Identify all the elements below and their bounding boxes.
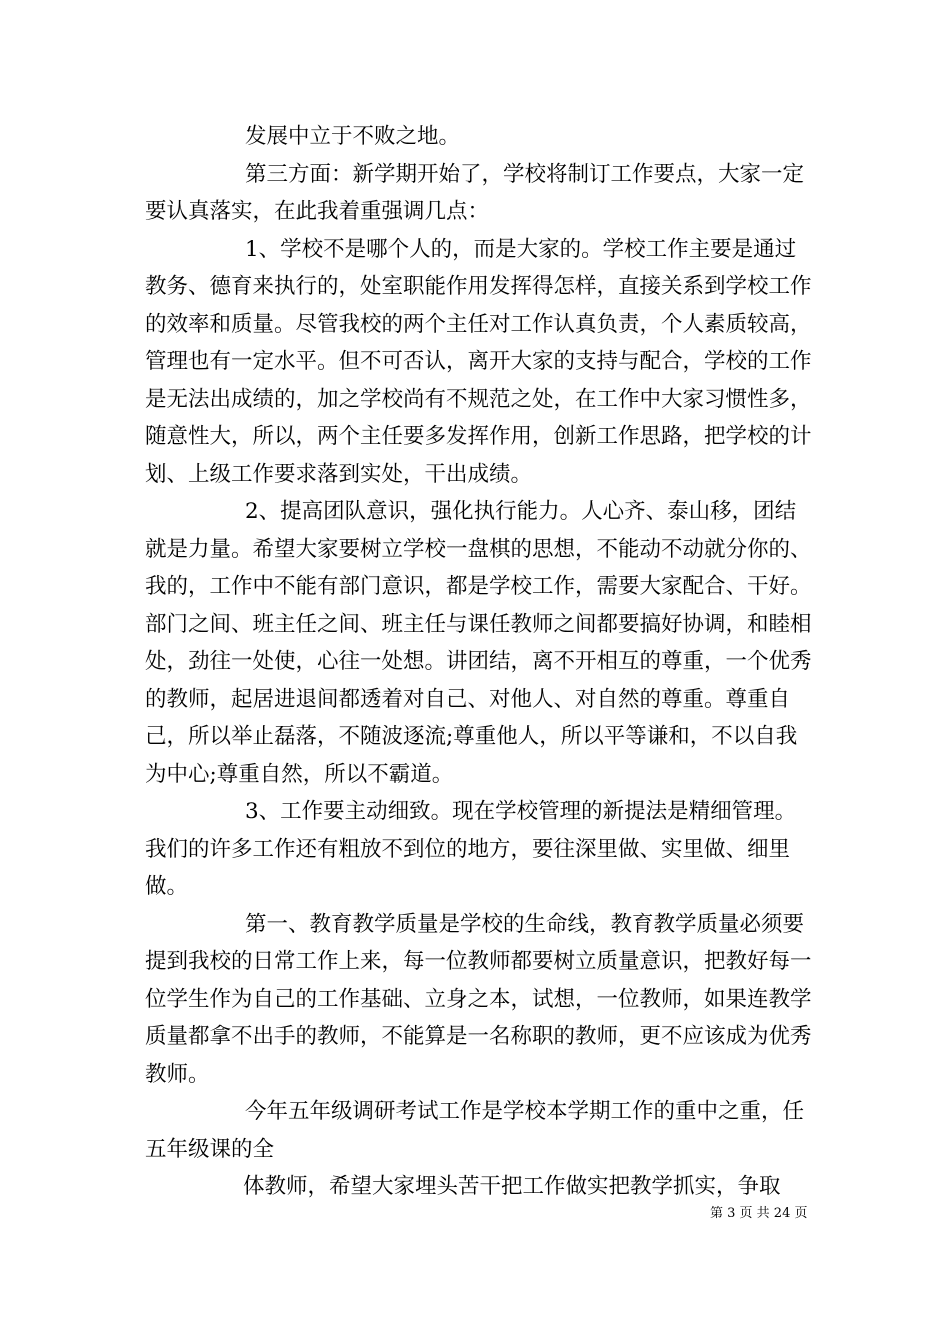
paragraph-all-teachers: 体教师，希望大家埋头苦干把工作做实把教学抓实，争取 — [243, 1174, 781, 1199]
paragraph-point-one: 1、学校不是哪个人的，而是大家的。学校工作主要是通过教务、德育来执行的，处室职能作用发挥得怎样，直接关系到学校工作的效率和质量。尽管我校的两个主任对工作认真负责，个人素质较高，管理也有一定水平。但不可否认，离开大家的支持与配合，学校的工作是无法出成绩的，加之学校尚有不规范之处，在工作中大家习惯性多，随意性大，所以，两个主任要多发挥作用，创新工作思路，把学校的计划、上级工作要求落到实处，干出成绩。 — [145, 236, 812, 487]
paragraph-grade-five-exam: 今年五年级调研考试工作是学校本学期工作的重中之重，任五年级课的全 — [145, 1099, 805, 1162]
paragraph-point-two: 2、提高团队意识，强化执行能力。人心齐、泰山移，团结就是力量。希望大家要树立学校一盘棋的思想，不能动不动就分你的、我的，工作中不能有部门意识，都是学校工作，需要大家配合、干好。部门之间、班主任之间、班主任与课任教师之间都要搞好协调，和睦相处，劲往一处使，心往一处想。讲团结，离不开相互的尊重，一个优秀的教师，起居进退间都透着对自己、对他人、对自然的尊重。尊重自己，所以举止磊落，不随波逐流;尊重他人，所以平等谦和，不以自我为中心;尊重自然，所以不霸道。 — [145, 499, 812, 787]
paragraph-point-three: 3、工作要主动细致。现在学校管理的新提法是精细管理。我们的许多工作还有粗放不到位的地方，要往深里做、实里做、细里做。 — [145, 799, 797, 899]
paragraph-section-three: 第三方面：新学期开始了，学校将制订工作要点，大家一定要认真落实，在此我着重强调几点： — [145, 161, 805, 224]
document-body — [145, 118, 815, 1206]
page-number: 第 3 页 共 24 页 — [710, 1206, 808, 1221]
paragraph-first-item: 第一、教育教学质量是学校的生命线，教育教学质量必须要提到我校的日常工作上来，每一位教师都要树立质量意识，把教好每一位学生作为自己的工作基础、立身之本，试想，一位教师，如果连教学质量都拿不出手的教师，不能算是一名称职的教师，更不应该成为优秀教师。 — [145, 911, 812, 1087]
paragraph-continuation: 发展中立于不败之地。 — [245, 124, 461, 149]
